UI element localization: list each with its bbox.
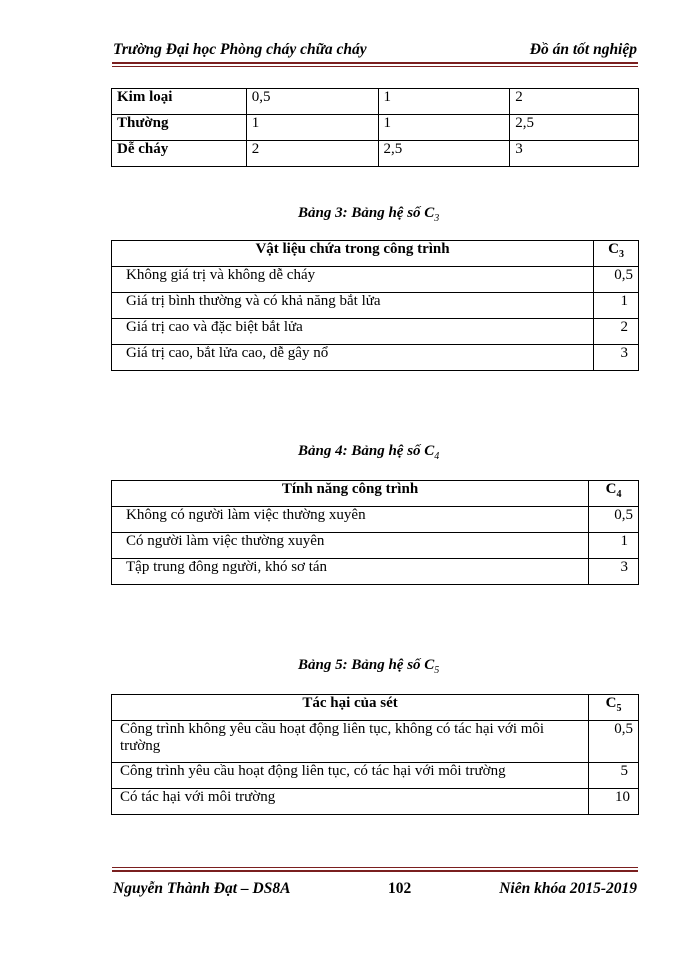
table-cell: Kim loại (112, 89, 247, 115)
table4 (111, 480, 639, 585)
table-cell: 3 (510, 141, 639, 167)
table-row (112, 89, 639, 115)
table-cell: 1 (378, 115, 510, 141)
table-cell: 1 (246, 115, 378, 141)
table-cell: 1 (589, 533, 639, 559)
table-cell: 2 (594, 319, 639, 345)
table-c2-tail (111, 88, 639, 167)
table3 (111, 240, 639, 371)
table-cell: 10 (589, 789, 639, 815)
table-cell: Không giá trị và không dễ cháy (112, 267, 594, 293)
page-number: 102 (388, 880, 412, 897)
table-cell: Giá trị bình thường và có khả năng bắt lửa (112, 293, 594, 319)
table-row (112, 319, 639, 345)
table-cell: Công trình không yêu cầu hoạt động liên tục, không có tác hại với môi trường (112, 721, 589, 763)
table4-caption: Bảng 4: Bảng hệ số $C_4$ (298, 443, 440, 462)
table-row (112, 721, 639, 763)
table-row (112, 763, 639, 789)
table-cell: 0,5 (594, 267, 639, 293)
table-cell: 1 (594, 293, 639, 319)
table-row (112, 141, 639, 167)
table-cell: 5 (589, 763, 639, 789)
table-cell: 1 (378, 89, 510, 115)
table-row (112, 789, 639, 815)
table-cell: 0,5 (246, 89, 378, 115)
header-rule-thin (112, 66, 638, 67)
header-rule (112, 62, 638, 64)
footer-school-year: Niên khóa 2015-2019 (499, 880, 637, 897)
table-cell: Thường (112, 115, 247, 141)
table-cell: 2 (510, 89, 639, 115)
table-cell: 0,5 (589, 721, 639, 763)
table-cell: Giá trị cao và đặc biệt bắt lửa (112, 319, 594, 345)
table-cell: Có người làm việc thường xuyên (112, 533, 589, 559)
table-header-cell: $C_5$ (589, 695, 639, 721)
table3-caption: Bảng 3: Bảng hệ số $C_3$ (298, 205, 440, 224)
table-header-cell: $C_4$ (589, 481, 639, 507)
table-cell: 3 (594, 345, 639, 371)
table-header-row (112, 695, 639, 721)
table-row (112, 345, 639, 371)
table5-caption: Bảng 5: Bảng hệ số $C_5$ (298, 657, 440, 676)
table-row (112, 267, 639, 293)
footer-rule-thin (112, 867, 638, 868)
table-header-row (112, 481, 639, 507)
table-header-row (112, 241, 639, 267)
table-cell: 3 (589, 559, 639, 585)
footer-author: Nguyễn Thành Đạt – DS8A (113, 880, 291, 897)
footer-rule (112, 870, 638, 872)
table-cell: 2 (246, 141, 378, 167)
table-row (112, 115, 639, 141)
table-row (112, 533, 639, 559)
table-cell: 2,5 (378, 141, 510, 167)
table-cell: 2,5 (510, 115, 639, 141)
table-cell: Giá trị cao, bắt lửa cao, dễ gây nổ (112, 345, 594, 371)
table-cell: Có tác hại với môi trường (112, 789, 589, 815)
table-header-cell: $C_3$ (594, 241, 639, 267)
table-row (112, 559, 639, 585)
header-school: Trường Đại học Phòng cháy chữa cháy (113, 41, 367, 58)
table-cell: Dễ cháy (112, 141, 247, 167)
table-cell: Không có người làm việc thường xuyên (112, 507, 589, 533)
table-cell: Tập trung đông người, khó sơ tán (112, 559, 589, 585)
table5 (111, 694, 639, 815)
table-cell: Công trình yêu cầu hoạt động liên tục, có tác hại với môi trường (112, 763, 589, 789)
table-header-cell: Vật liệu chứa trong công trình (112, 241, 594, 267)
table-row (112, 293, 639, 319)
header-title: Đồ án tốt nghiệp (529, 41, 637, 58)
table-row (112, 507, 639, 533)
table-header-cell: Tác hại của sét (112, 695, 589, 721)
table-header-cell: Tính năng công trình (112, 481, 589, 507)
table-cell: 0,5 (589, 507, 639, 533)
